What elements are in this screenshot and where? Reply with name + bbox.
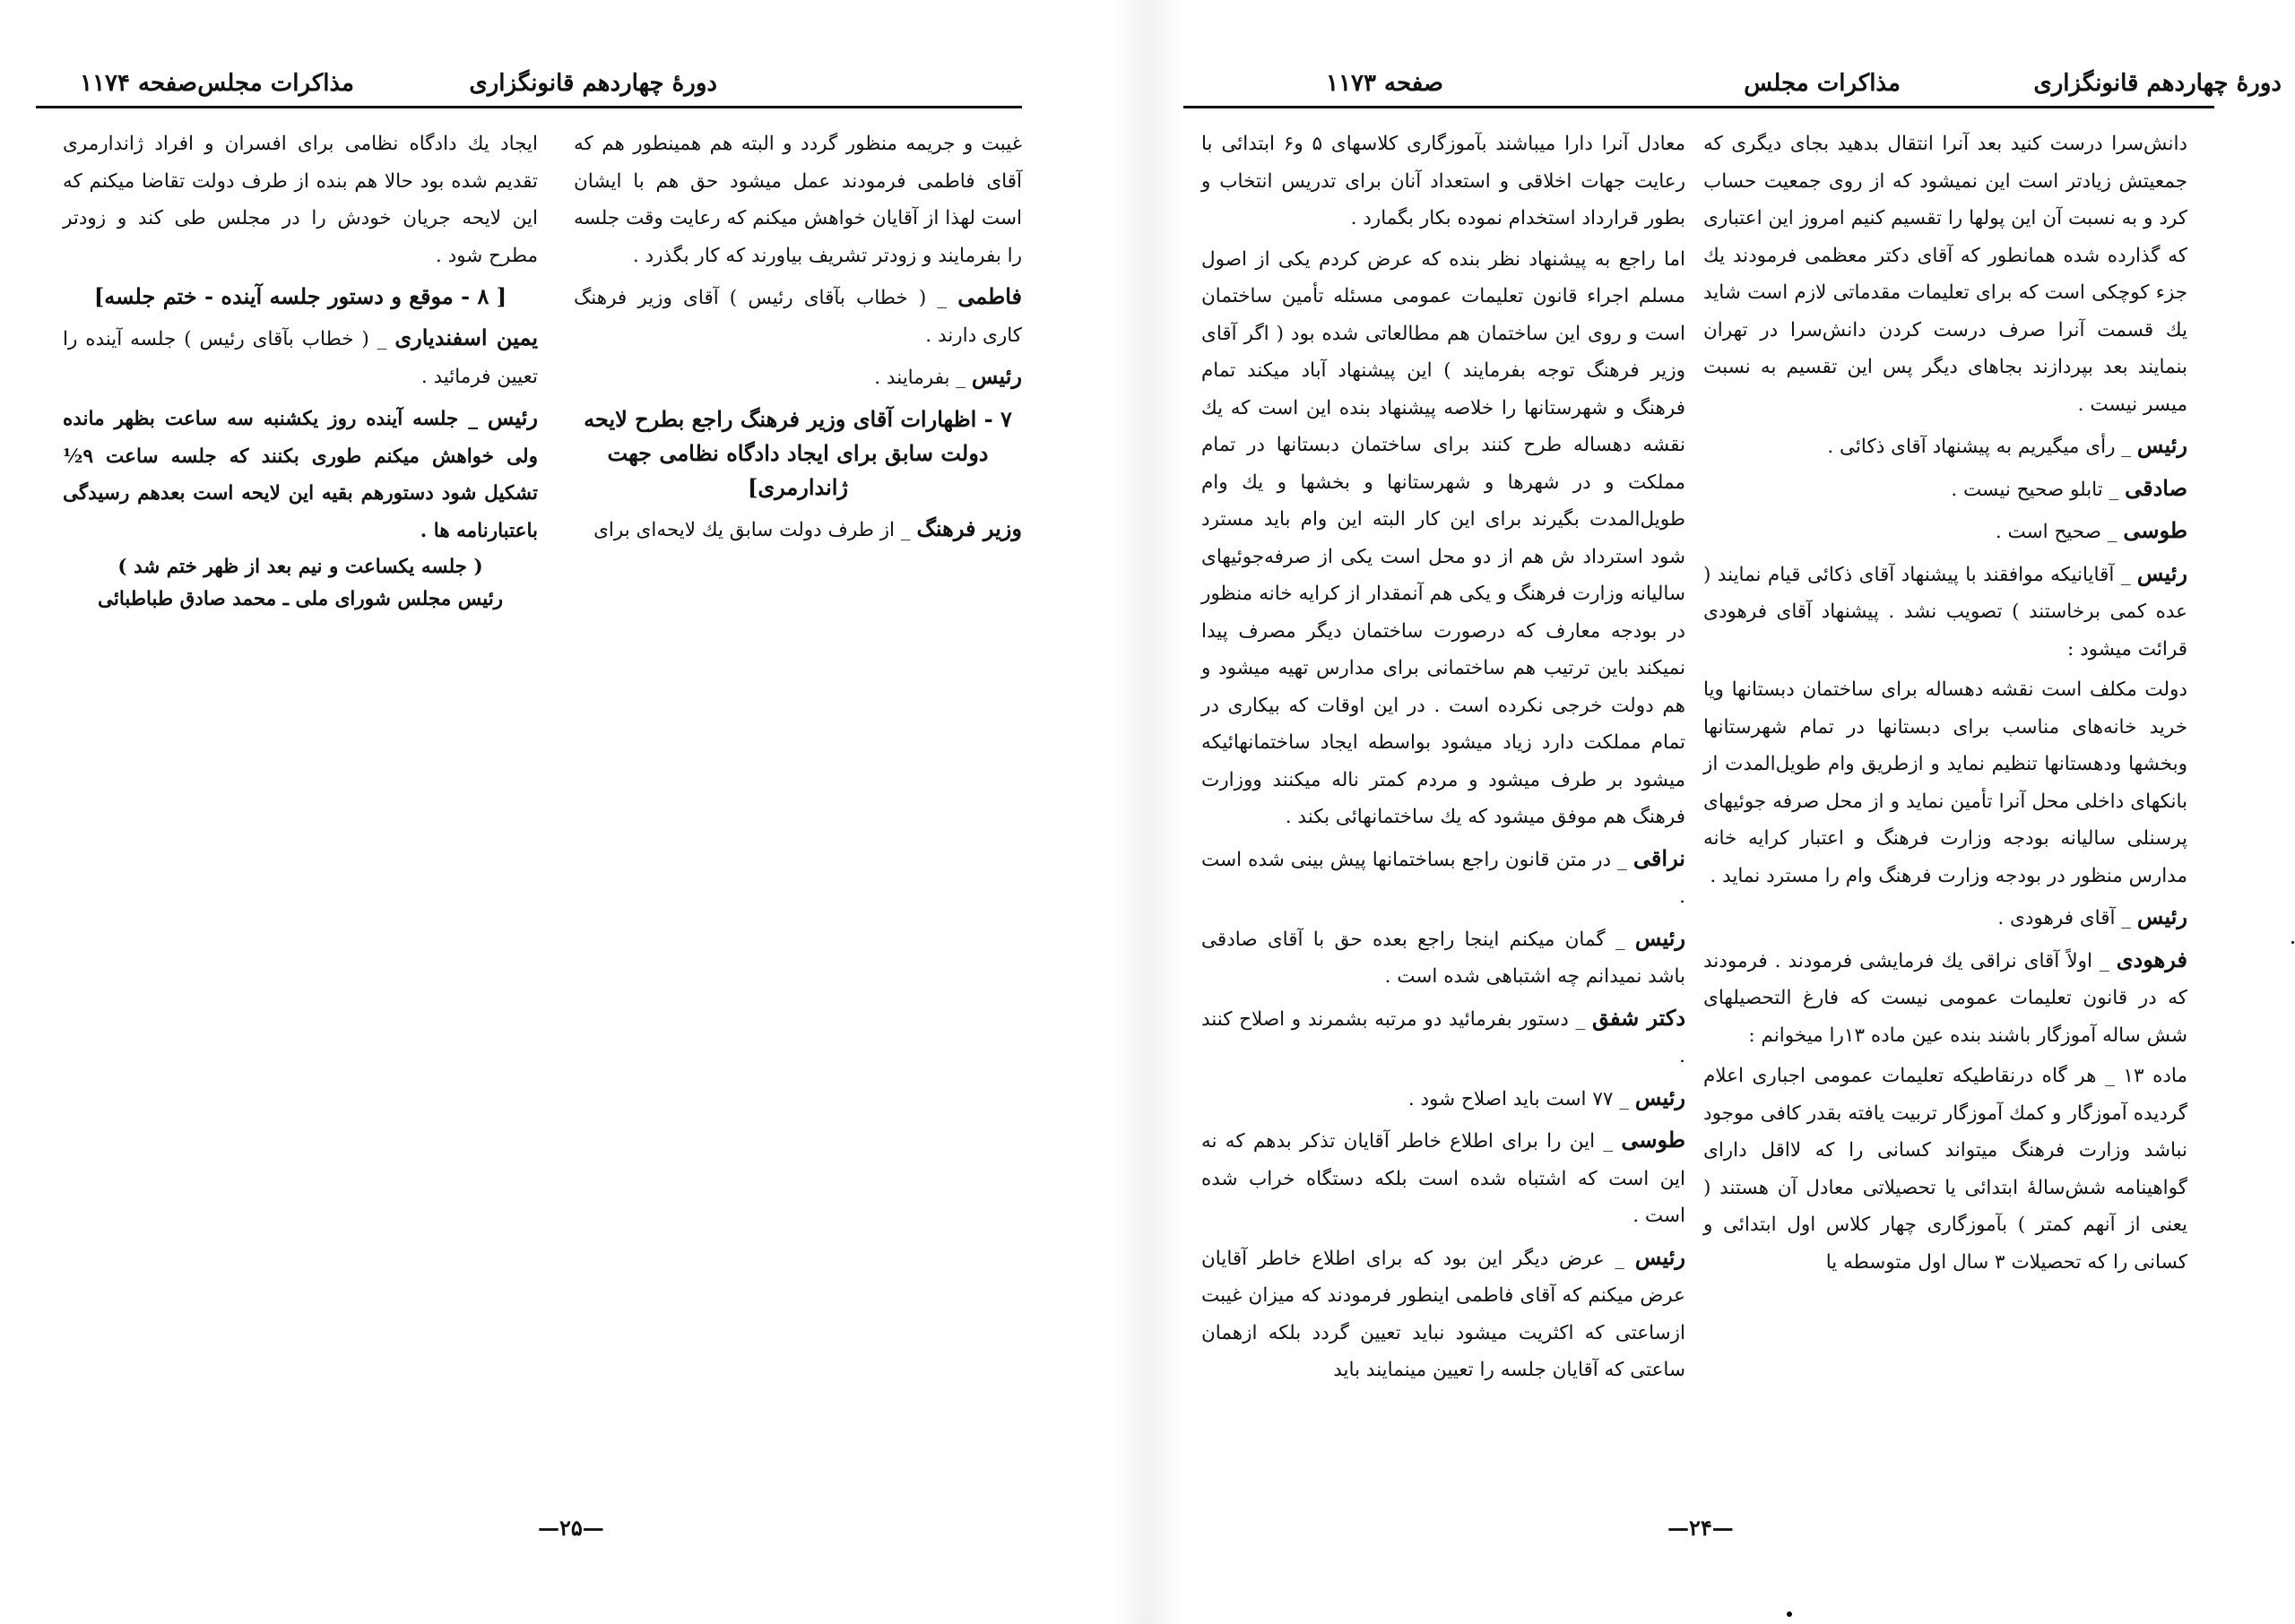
left-col-left [63,125,538,618]
speaker-name: دکتر شفق [1591,1004,1686,1031]
session-close-note: ( جلسه یکساعت و نیم بعد از ظهر ختم شد ) [117,556,483,578]
right-page-number: —۲۴— [1667,1515,1734,1541]
speaker-name: رئیس [2136,903,2187,929]
paragraph [1201,1079,1685,1119]
right-col-right [1703,125,2187,1284]
paragraph [1201,1239,1685,1389]
paragraph [1201,999,1685,1075]
right-header-title: مذاکرات مجلس [1744,70,1901,97]
paragraph [63,399,538,549]
scan-speck [2291,941,2294,944]
paragraph [1201,920,1685,996]
speaker-name: نراقی [1632,844,1685,871]
paragraph [574,278,1022,354]
left-header-title: مذاکرات مجلس [197,70,354,97]
speaker-name: رئیس [1634,1084,1685,1110]
speech-text: _ آقای فرهودی . [1997,907,2137,929]
speech-text: _ از طرف دولت سابق یك لایحه‌ای برای [593,518,917,541]
right-page [1183,0,2295,1624]
speaker-name: رئیس [1634,924,1685,951]
left-header-rule [36,106,1022,108]
paragraph [1703,898,2187,937]
speech-text: _ اولاً آقای نراقی یك فرمایشی فرمودند . فرمودند که در قانون تعلیمات عمومی نیست که فارغ التحصیلهای شش ساله آموزگار باشند بنده عین ماده ۱۳را میخوانم : [1703,949,2187,1047]
speaker-name: وزیر فرهنگ [916,514,1022,541]
right-header-volume: دورهٔ چهاردهم قانونگزاری [2033,70,2282,97]
paragraph: اما راجع به پیشنهاد نظر بنده که عرض کردم یکی از اصول مسلم اجراء قانون تعلیمات عمومی مسئله تأمین ساختمان است و روی این ساختمان هم مطالعاتی شده بود ( اگر آقای وزیر فرهنگ توجه بفرمایند ) این پیشنهاد آباد میکند تمام فرهنگ و شهرستانها را خلاصه پیشنهاد بنده این است که یك نقشه دهساله طرح کنند برای ساختمان دبستانها در تمام مملکت و در شهرها و شهرستانها و بخشها و یك وام طویل‌المدت بگیرند برای این کار البته این وام باید مسترد شود استرداد ش هم از دو محل است یکی از صرفه‌جوئیهای سالیانه وزارت فرهنگ و یکی هم آنمقدار از کرایه خانه منظور در بودجه معارف که درصورت ساختمان دیگر مصرف پیدا نمیکند باین ترتیب هم ساختمانی برای مدارس تهیه میشود و هم دولت خرجی نکرده است . در این اوقات که بیکاری در تمام مملکت دارد زیاد میشود بواسطه ایجاد ساختمانهائیکه میشود بر طرف میشود و مردم کمتر ناله میکنند ووزارت فرهنگ هم موفق میشود که یك ساختمانهائی بکند . [1201,247,1685,828]
left-header-page: صفحه ۱۱۷۴ [80,70,197,97]
speaker-name: رئیس [2136,559,2187,586]
speaker-name: رئیس [1634,1243,1685,1270]
speaker-name: فاطمی [957,283,1022,309]
right-header-rule [1183,106,2214,108]
speech-text: _ گمان میکنم اینجا راجع بعده حق با آقای صادقی باشد نمیدانم چه اشتباهی شده است . [1201,928,1685,988]
paragraph [574,358,1022,397]
speech-text: _ این را برای اطلاع خاطر آقایان تذکر بدهم که نه این است که اشتباه شده است بلکه دستگاه خراب شده است . [1201,1130,1685,1227]
speech-text: _ صحیح است . [1995,521,2124,543]
speaker-name: یمین اسفندیاری [394,324,538,350]
paragraph [1703,427,2187,466]
paragraph: ماده ۱۳ _ هر گاه درنقاطیکه تعلیمات عمومی اجباری اعلام گردیده آموزگار و کمك آموزگار تربیت یافته بقدر کافی موجود نباشد وزارت فرهنگ میتواند کسانی را که لااقل دارای گواهینامه شش‌سالهٔ ابتدائی یا تحصیلاتی معادل آن هستند ( یعنی از آنهم کمتر ) بآموزگاری چهار کلاس اول ابتدائی و کسانی را که تحصیلات ۳ سال اول متوسطه یا [1703,1065,2187,1274]
speech-text: _ ۷۷ است باید اصلاح شود . [1407,1087,1635,1110]
speech-text: _ جلسه آینده روز یکشنبه سه ساعت بظهر مانده ولی خواهش میکنم طوری بکنند که جلسه ساعت ۹½ تشکیل شود دستورهم بقیه این لایحه است بعدهم رسیدگی باعتبارنامه ها . [63,408,538,542]
section-title: [ ۸ - موقع و دستور جلسه آینده - ختم جلسه] [93,283,507,309]
right-header-page: صفحه ۱۱۷۳ [1326,70,1443,97]
paragraph: دانش‌سرا درست کنید بعد آنرا انتقال بدهید بجای دیگری که جمعیتش زیادتر است این نمیشود که از روی جمعیت حساب کرد و به نسبت آن این پولها را تقسیم کنیم امروز این اعتباری که گذارده شده همانطور که آقای دکتر معظمی فرمودند یك جزء کوچکی است که برای تعلیمات مقدماتی لازم است شاید یك قسمت آنرا صرف درست کردن دانش‌سرا در تهران بنمایند بعد بپردازند بجاهای دیگر پس این تقسیم به نسبت میسر نیست . [1703,133,2187,416]
left-page-number: —۲۵— [538,1515,604,1541]
speech-text: _ ( خطاب بآقای رئیس ) جلسه آینده را تعیین فرمائید . [63,328,538,388]
left-page [0,0,1112,1624]
paragraph: ایجاد یك دادگاه نظامی برای افسران و افراد ژاندارمری تقدیم شده بود حالا هم بنده از طرف دولت تقاضا میکنم که این لایحه جریان خودش را در مجلس طی کند و زودتر مطرح شود . [63,133,538,267]
speech-text: _ رأی میگیریم به پیشنهاد آقای ذکائی . [1827,436,2137,458]
paragraph [574,510,1022,549]
paragraph [1201,1121,1685,1235]
signature-line: رئیس مجلس شورای ملی ـ محمد صادق طباطبائی [97,588,504,610]
speech-text: _ عرض دیگر این بود که برای اطلاع خاطر آقایان عرض میکنم که آقای فاطمی اینطور فرمودند که میزان غیبت ازساعتی که اکثریت میشود نباید تعیین گردد بلکه ازهمان ساعتی که آقایان جلسه را تعیین مینمایند باید [1201,1247,1685,1381]
speaker-name: طوسی [2123,517,2187,543]
right-col-left [1201,125,1685,1393]
paragraph: دولت مکلف است نقشه دهساله برای ساختمان دبستانها ویا خرید خانه‌های مناسب برای دبستانها در تمام شهرستانها وبخشها ودهستانها تنظیم نماید و ازطریق وام طویل‌المدت از بانکهای داخلی محل آنرا تأمین نماید و از محل صرفه جوئیهای پرسنلی سالیانه بودجه وزارت فرهنگ و اعتبار کرایه خانه مدارس منظور در بودجه وزارت فرهنگ وام را مسترد نماید . [1703,678,2187,887]
speaker-name: طوسی [1621,1127,1685,1153]
book-gutter [1112,0,1183,1624]
speaker-name: فرهودی [2116,946,2187,972]
left-page-header [0,70,1112,108]
paragraph [1703,512,2187,551]
speech-text: _ تابلو صحیح نیست . [1951,478,2126,501]
paragraph [1703,470,2187,509]
paragraph [1201,840,1685,916]
speaker-name: رئیس [971,363,1022,389]
paragraph [63,319,538,395]
paragraph [1703,941,2187,1055]
speech-text: _ آقایانیکه موافقند با پیشنهاد آقای ذکائی قیام نمایند ( عده کمی برخاستند ) تصویب نشد . پیشنهاد آقای فرهودی قرائت میشود : [1703,563,2187,661]
section-title: ۷ - اظهارات آقای وزیر فرهنگ راجع بطرح لایحه دولت سابق برای ایجاد دادگاه نظامی جهت ژاندارمری] [584,405,1012,500]
paragraph: غیبت و جریمه منظور گردد و البته هم همینطور هم که آقای فاطمی فرمودند عمل میشود حق هم با ایشان است لهذا از آقایان خواهش میکنم که رعایت وقت جلسه را بفرمایند و زودتر تشریف بیاورند که کار بگذرد . [574,133,1022,267]
right-page-header [1183,70,2295,108]
paragraph: معادل آنرا دارا میباشند بآموزگاری کلاسهای ۵ و۶ ابتدائی با رعایت جهات اخلاقی و استعداد آنان برای تدریس انتخاب و بطور قرارداد استخدام نموده بکار بگمارد . [1201,133,1686,229]
speech-text: _ ( خطاب بآقای رئیس ) آقای وزیر فرهنگ کاری دارند . [574,287,1022,347]
speaker-name: رئیس [487,404,538,430]
speech-text: _ بفرمایند . [874,367,972,389]
left-header-volume: دورهٔ چهاردهم قانونگزاری [469,70,717,97]
paragraph [1703,555,2187,669]
scan-speck [1787,1611,1792,1617]
speaker-name: صادقی [2125,474,2187,501]
speaker-name: رئیس [2136,432,2187,458]
speech-text: _ در متن قانون راجع بساختمانها پیش بینی شده است . [1201,848,1685,908]
speech-text: _ دستور بفرمائید دو مرتبه بشمرند و اصلاح کنند . [1201,1007,1685,1067]
left-col-right [574,125,1022,552]
